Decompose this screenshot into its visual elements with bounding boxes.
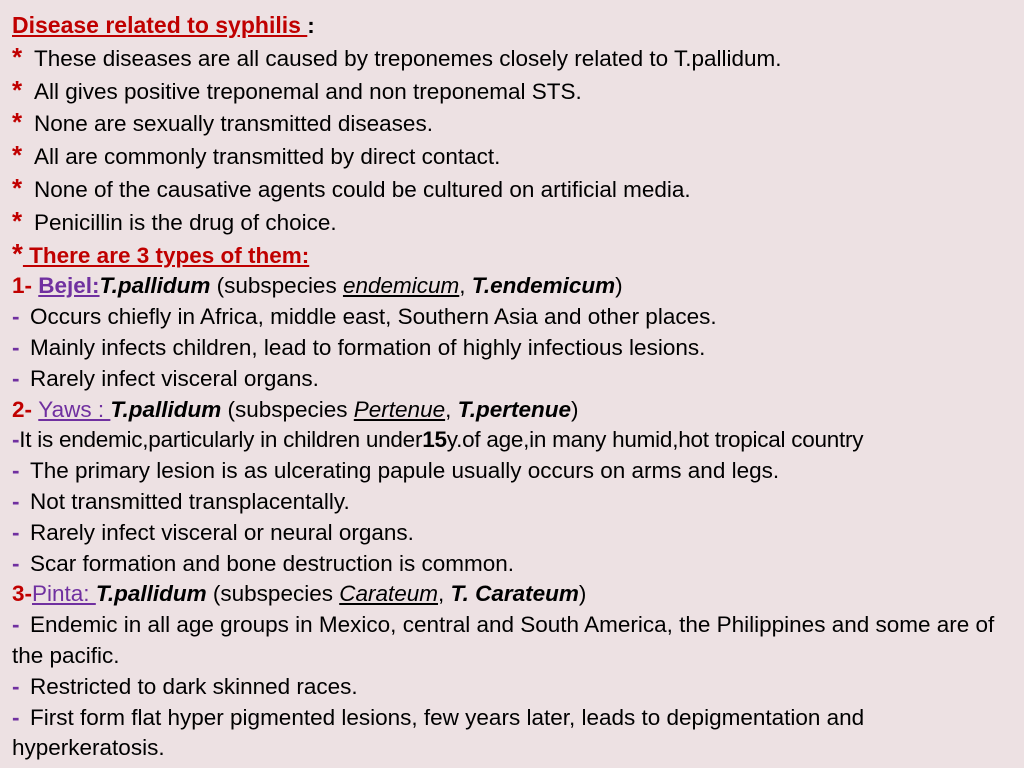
pinta-point-text: First form flat hyper pigmented lesions, few years later, leads to depigmentation and hyperkeratosis. bbox=[12, 704, 865, 761]
pinta-close: ) bbox=[578, 581, 587, 607]
yaws-point bbox=[12, 518, 1022, 549]
yaws-comma: , bbox=[445, 396, 458, 422]
bullet-text: None of the causative agents could be cultured on artificial media. bbox=[34, 176, 691, 202]
pinta-subspecies: Carateum bbox=[339, 581, 439, 607]
yaws-name: Yaws : bbox=[38, 396, 111, 422]
dash-bullet-icon: - bbox=[12, 365, 20, 391]
yaws-point-text-a: It is endemic,particularly in children under bbox=[19, 427, 423, 453]
dash-bullet-icon: - bbox=[12, 612, 20, 638]
pinta-heading bbox=[12, 579, 1022, 610]
yaws-point-text: Scar formation and bone destruction is common. bbox=[30, 550, 514, 576]
bejel-point bbox=[12, 302, 1022, 333]
yaws-number: 2- bbox=[12, 396, 39, 422]
dash-bullet-icon: - bbox=[12, 704, 20, 730]
yaws-point bbox=[12, 425, 1022, 456]
pinta-point-text: Restricted to dark skinned races. bbox=[30, 673, 358, 699]
asterisk-bullet-icon: * bbox=[12, 107, 23, 138]
bullet-line bbox=[12, 75, 1022, 108]
bejel-point-text: Occurs chiefly in Africa, middle east, Southern Asia and other places. bbox=[30, 304, 717, 330]
bullet-text: None are sexually transmitted diseases. bbox=[34, 111, 433, 137]
pinta-comma: , bbox=[438, 581, 451, 607]
pinta-point bbox=[12, 672, 1022, 703]
pinta-number: 3- bbox=[12, 581, 33, 607]
yaws-short-name: T.pertenue bbox=[457, 396, 571, 422]
yaws-point bbox=[12, 487, 1022, 518]
asterisk-bullet-icon: * bbox=[12, 74, 23, 105]
title-colon: : bbox=[307, 13, 315, 38]
yaws-age-number: 15 bbox=[422, 427, 447, 453]
asterisk-bullet-icon: * bbox=[12, 172, 23, 203]
pinta-subspecies-open: (subspecies bbox=[206, 581, 340, 607]
yaws-point-text: The primary lesion is as ulcerating papule usually occurs on arms and legs. bbox=[30, 458, 780, 484]
bejel-subspecies: endemicum bbox=[342, 273, 460, 299]
asterisk-bullet-icon: * bbox=[12, 237, 23, 269]
bejel-number: 1- bbox=[12, 273, 39, 299]
slide-content bbox=[12, 10, 1022, 764]
bejel-heading bbox=[12, 271, 1022, 302]
slide-title: Disease related to syphilis bbox=[12, 12, 308, 38]
bullet-line bbox=[12, 173, 1022, 206]
bullet-line bbox=[12, 140, 1022, 173]
dash-bullet-icon: - bbox=[12, 519, 20, 545]
bullet-text: These diseases are all caused by treponemes closely related to T.pallidum. bbox=[34, 45, 782, 71]
pinta-species: T.pallidum bbox=[95, 581, 207, 607]
dash-bullet-icon: - bbox=[12, 304, 20, 330]
bejel-point bbox=[12, 364, 1022, 395]
pinta-point-text: Endemic in all age groups in Mexico, central and South America, the Philippines and some are of the pacific. bbox=[12, 612, 995, 668]
slide-title-line bbox=[12, 10, 1022, 42]
yaws-subspecies-open: (subspecies bbox=[221, 396, 354, 422]
types-heading: There are 3 types of them: bbox=[22, 242, 310, 268]
bejel-point-text: Mainly infects children, lead to formation of highly infectious lesions. bbox=[30, 334, 706, 360]
bullet-text: All gives positive treponemal and non treponemal STS. bbox=[34, 78, 582, 104]
bullet-text: Penicillin is the drug of choice. bbox=[34, 209, 337, 235]
yaws-point-text-b: y.of age,in many humid,hot tropical country bbox=[446, 427, 864, 453]
dash-bullet-icon: - bbox=[12, 488, 20, 514]
pinta-point bbox=[12, 703, 1022, 765]
bejel-point-text: Rarely infect visceral organs. bbox=[30, 365, 319, 391]
bejel-species: T.pallidum bbox=[99, 273, 211, 299]
yaws-point-text: Rarely infect visceral or neural organs. bbox=[30, 519, 414, 545]
dash-bullet-icon: - bbox=[12, 334, 20, 360]
asterisk-bullet-icon: * bbox=[12, 140, 23, 171]
pinta-name: Pinta: bbox=[32, 581, 96, 607]
bullet-line bbox=[12, 107, 1022, 140]
bejel-point bbox=[12, 333, 1022, 364]
bejel-subspecies-open: (subspecies bbox=[210, 273, 343, 299]
yaws-subspecies: Pertenue bbox=[353, 396, 446, 422]
asterisk-bullet-icon: * bbox=[12, 205, 23, 236]
yaws-point-text: Not transmitted transplacentally. bbox=[30, 488, 350, 514]
yaws-species: T.pallidum bbox=[110, 396, 222, 422]
bullet-text: All are commonly transmitted by direct contact. bbox=[34, 144, 501, 170]
bejel-close: ) bbox=[615, 273, 623, 299]
yaws-heading bbox=[12, 395, 1022, 426]
dash-bullet-icon: - bbox=[12, 427, 20, 453]
bullet-line bbox=[12, 42, 1022, 75]
pinta-point bbox=[12, 610, 1022, 672]
dash-bullet-icon: - bbox=[12, 550, 20, 576]
yaws-point bbox=[12, 456, 1022, 487]
pinta-short-name: T. Carateum bbox=[450, 581, 579, 607]
dash-bullet-icon: - bbox=[12, 673, 20, 699]
asterisk-bullet-icon: * bbox=[12, 41, 23, 72]
yaws-point bbox=[12, 549, 1022, 580]
bejel-comma: , bbox=[459, 273, 472, 299]
yaws-close: ) bbox=[570, 396, 579, 422]
dash-bullet-icon: - bbox=[12, 458, 20, 484]
bejel-short-name: T.endemicum bbox=[471, 273, 616, 299]
bejel-name: Bejel: bbox=[38, 273, 100, 299]
bullet-line bbox=[12, 206, 1022, 239]
types-heading-line bbox=[12, 239, 1022, 272]
